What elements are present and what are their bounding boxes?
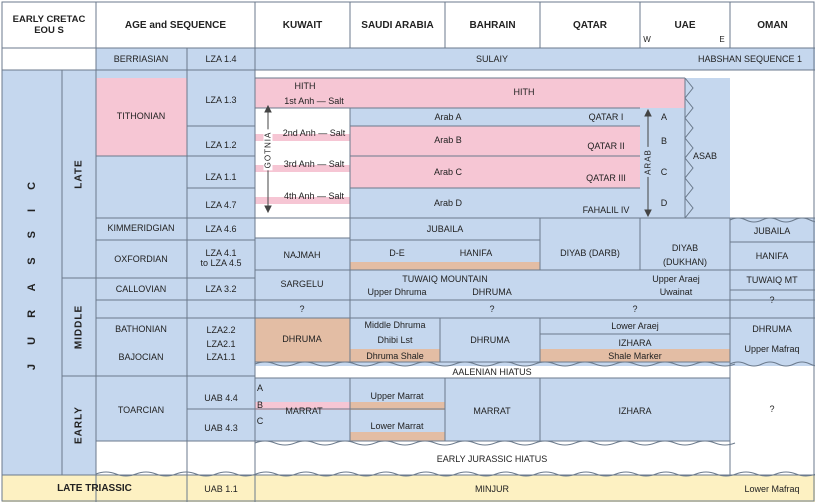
late-label: LATE bbox=[73, 159, 85, 189]
unit-fahalil-iv: FAHALIL IV bbox=[582, 205, 630, 215]
unit-upper-dhruma: Upper Dhruma bbox=[367, 287, 427, 297]
unit-tuwaiq-mountain: TUWAIQ MOUNTAIN bbox=[402, 274, 488, 284]
unit-qatar-iii: QATAR III bbox=[586, 173, 626, 183]
early-label: EARLY bbox=[73, 406, 85, 444]
unit-dhibi-lst: Dhibi Lst bbox=[377, 335, 413, 345]
question-bahrain: ? bbox=[489, 304, 495, 314]
unit-minjur: MINJUR bbox=[475, 484, 509, 494]
unit-dhruma-shale: Dhruma Shale bbox=[366, 351, 424, 361]
jurassic-label: J U R A S S I C bbox=[26, 173, 38, 371]
unit-lower-mafraq: Lower Mafraq bbox=[744, 484, 800, 494]
unit-uae-d: D bbox=[660, 198, 668, 208]
seq-lza41a: LZA 4.1 bbox=[205, 248, 237, 258]
seq-lza46: LZA 4.6 bbox=[205, 224, 237, 234]
question-kuwait: ? bbox=[299, 304, 305, 314]
age-berriasian: BERRIASIAN bbox=[113, 54, 169, 64]
unit-early-jurassic-hiatus: EARLY JURASSIC HIATUS bbox=[436, 454, 548, 464]
header-age-sequence: AGE and SEQUENCE bbox=[124, 19, 227, 31]
seq-lza32: LZA 3.2 bbox=[205, 284, 237, 294]
header-qatar: QATAR bbox=[572, 19, 608, 31]
middle-label: MIDDLE bbox=[73, 304, 85, 350]
unit-marrat-kuwait: MARRAT bbox=[285, 406, 323, 416]
seq-lza11b: LZA1.1 bbox=[206, 352, 236, 362]
unit-anh-3: 3rd Anh — Salt bbox=[283, 159, 345, 169]
seq-lza11: LZA 1.1 bbox=[205, 172, 237, 182]
unit-aalenian-hiatus: AALENIAN HIATUS bbox=[452, 367, 532, 377]
unit-marrat-b: B bbox=[256, 400, 264, 410]
header-oman: OMAN bbox=[757, 19, 788, 31]
unit-marrat: MARRAT bbox=[473, 406, 511, 416]
unit-marrat-a: A bbox=[256, 383, 264, 393]
unit-arab-a: Arab A bbox=[434, 112, 462, 122]
unit-anh-4: 4th Anh — Salt bbox=[283, 191, 345, 201]
unit-arab-d: Arab D bbox=[433, 198, 463, 208]
unit-anh-1: 1st Anh — Salt bbox=[284, 96, 344, 106]
seq-lza41b: to LZA 4.5 bbox=[200, 258, 242, 268]
unit-hith-kuwait: HITH bbox=[294, 81, 316, 91]
unit-diyab-darb: DIYAB (DARB) bbox=[560, 248, 620, 258]
unit-middle-dhruma: Middle Dhruma bbox=[364, 320, 426, 330]
age-callovian: CALLOVIAN bbox=[115, 284, 167, 294]
unit-dhruma-kuwait: DHRUMA bbox=[282, 334, 322, 344]
header-early-cretaceous: EARLY CRETACEOU S bbox=[12, 14, 86, 36]
question-oman-upper: ? bbox=[769, 295, 775, 305]
age-bajocian: BAJOCIAN bbox=[118, 352, 164, 362]
seq-lza47: LZA 4.7 bbox=[205, 200, 237, 210]
age-kimmeridgian: KIMMERIDGIAN bbox=[107, 223, 175, 233]
unit-hanifa-oman: HANIFA bbox=[755, 251, 789, 261]
unit-hith: HITH bbox=[513, 87, 535, 97]
unit-dukhan: (DUKHAN) bbox=[663, 257, 707, 267]
header-kuwait: KUWAIT bbox=[282, 19, 323, 31]
unit-tuwaiq-mt: TUWAIQ MT bbox=[746, 275, 798, 285]
unit-izhara: IZHARA bbox=[618, 338, 652, 348]
seq-lza12: LZA 1.2 bbox=[205, 140, 237, 150]
unit-izhara-early: IZHARA bbox=[618, 406, 652, 416]
unit-uwainat: Uwainat bbox=[659, 287, 693, 297]
unit-gotnia: GOTNIA bbox=[263, 131, 273, 169]
header-uae: UAE bbox=[674, 19, 696, 31]
age-toarcian: TOARCIAN bbox=[117, 405, 165, 415]
unit-marrat-c: C bbox=[256, 416, 264, 426]
unit-uae-a: A bbox=[660, 112, 668, 122]
unit-jubaila: JUBAILA bbox=[426, 224, 464, 234]
age-tithonian: TITHONIAN bbox=[116, 111, 166, 121]
unit-upper-marrat: Upper Marrat bbox=[370, 391, 424, 401]
seq-lza14: LZA 1.4 bbox=[205, 54, 237, 64]
header-uae-east: E bbox=[719, 35, 725, 44]
seq-lza21: LZA2.1 bbox=[206, 339, 236, 349]
question-oman-lower: ? bbox=[769, 404, 775, 414]
header-bahrain: BAHRAIN bbox=[469, 19, 516, 31]
unit-upper-araej: Upper Araej bbox=[652, 274, 700, 284]
unit-najmah: NAJMAH bbox=[283, 250, 321, 260]
unit-uae-b: B bbox=[660, 136, 668, 146]
seq-uab43: UAB 4.3 bbox=[204, 423, 238, 433]
header-uae-west: W bbox=[643, 35, 651, 44]
unit-habshan: HABSHAN SEQUENCE 1 bbox=[697, 54, 803, 64]
late-triassic-label: LATE TRIASSIC bbox=[57, 483, 132, 494]
seq-uab11: UAB 1.1 bbox=[204, 484, 238, 494]
unit-diyab: DIYAB bbox=[671, 243, 699, 253]
unit-dhruma-bahrain: DHRUMA bbox=[470, 335, 510, 345]
unit-dhruma-saudi: DHRUMA bbox=[472, 287, 512, 297]
unit-uae-c: C bbox=[660, 167, 668, 177]
unit-qatar-ii: QATAR II bbox=[587, 141, 625, 151]
unit-sargelu: SARGELU bbox=[280, 279, 324, 289]
unit-upper-mafraq: Upper Mafraq bbox=[744, 344, 800, 354]
unit-jubaila-oman: JUBAILA bbox=[753, 226, 791, 236]
unit-lower-araej: Lower Araej bbox=[611, 321, 659, 331]
unit-lower-marrat: Lower Marrat bbox=[370, 421, 424, 431]
seq-lza22: LZA2.2 bbox=[206, 325, 236, 335]
seq-lza13: LZA 1.3 bbox=[205, 95, 237, 105]
unit-anh-2: 2nd Anh — Salt bbox=[282, 128, 346, 138]
unit-shale-marker: Shale Marker bbox=[608, 351, 662, 361]
unit-arab-c: Arab C bbox=[433, 167, 463, 177]
age-bathonian: BATHONIAN bbox=[115, 324, 167, 334]
unit-asab: ASAB bbox=[692, 151, 718, 161]
unit-d-e: D-E bbox=[389, 248, 405, 258]
unit-hanifa: HANIFA bbox=[459, 248, 493, 258]
question-qatar: ? bbox=[632, 304, 638, 314]
age-oxfordian: OXFORDIAN bbox=[114, 254, 168, 264]
unit-arab-b: Arab B bbox=[434, 135, 462, 145]
unit-sulaiy: SULAIY bbox=[475, 54, 509, 64]
unit-dhruma-oman: DHRUMA bbox=[752, 324, 792, 334]
seq-uab44: UAB 4.4 bbox=[204, 393, 238, 403]
unit-arab-vertical: ARAB bbox=[643, 149, 653, 175]
unit-qatar-i: QATAR I bbox=[588, 112, 624, 122]
header-saudi-arabia: SAUDI ARABIA bbox=[361, 19, 434, 31]
